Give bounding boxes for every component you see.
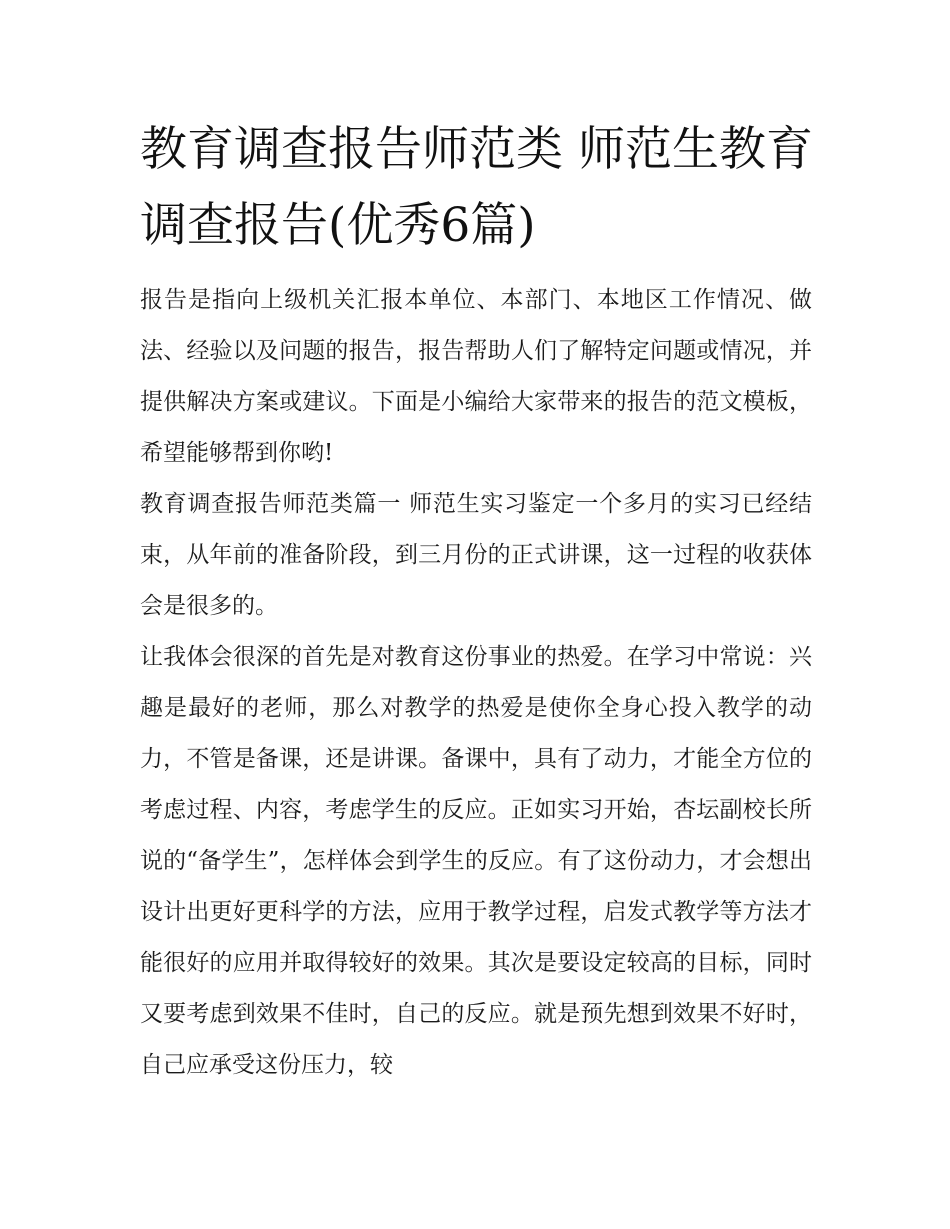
document-title: 教育调查报告师范类 师范生教育调查报告(优秀6篇) <box>140 122 813 253</box>
paragraph-section-one: 教育调查报告师范类篇一 师范生实习鉴定一个多月的实习已经结束，从年前的准备阶段，到三月份的正式讲课，这一过程的收获体会是很多的。 <box>140 491 812 619</box>
paragraph-reflection: 让我体会很深的首先是对教育这份事业的热爱。在学习中常说：兴趣是最好的老师，那么对教学的热爱是使你全身心投入教学的动力，不管是备课，还是讲课。备课中，具有了动力，才能全方位的考虑过程、内容，考虑学生的反应。正如实习开始，杏坛副校长所说的“备学生”，怎样体会到学生的反应。有了这份动力，才会想出设计出更好更科学的方法，应用于教学过程，启发式教学等方法才能很好的应用并取得较好的效果。其次是要设定较高的目标，同时又要考虑到效果不佳时，自己的反应。就是预先想到效果不好时，自己应承受这份压力，较 <box>140 644 812 1078</box>
paragraph-intro: 报告是指向上级机关汇报本单位、本部门、本地区工作情况、做法、经验以及问题的报告，报告帮助人们了解特定问题或情况，并提供解决方案或建议。下面是小编给大家带来的报告的范文模板，希望能够帮到你哟! <box>140 287 812 466</box>
document-body <box>140 275 812 1091</box>
